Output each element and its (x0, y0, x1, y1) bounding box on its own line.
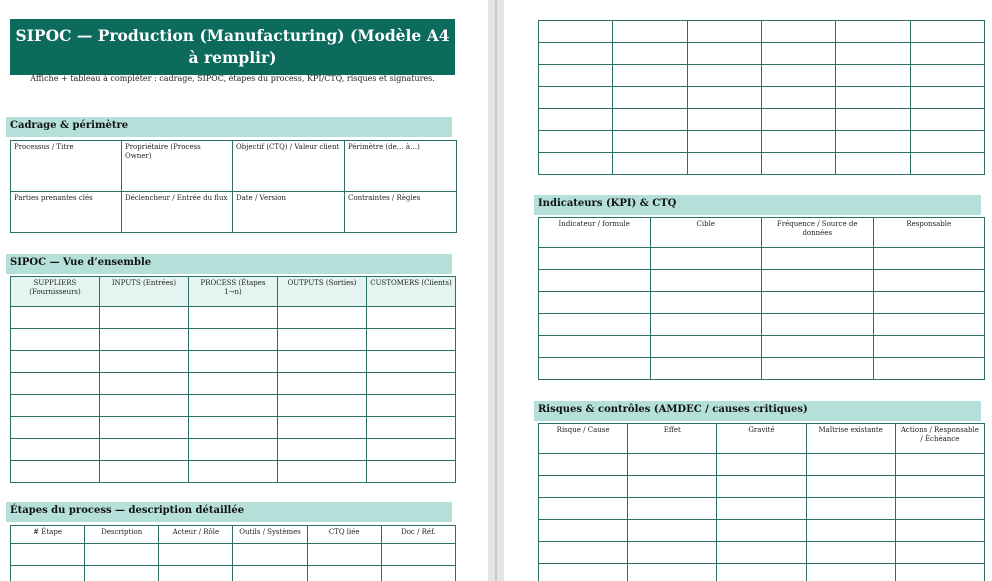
empty-cell[interactable] (307, 566, 381, 581)
risques-row (539, 454, 985, 476)
risques-row (539, 498, 985, 520)
etapes-header-doc: Doc / Réf. (381, 526, 455, 544)
risques-row (539, 476, 985, 498)
empty-cell[interactable] (836, 87, 910, 109)
empty-cell[interactable] (910, 43, 984, 65)
empty-cell[interactable] (539, 564, 628, 581)
empty-cell[interactable] (11, 307, 100, 329)
empty-cell[interactable] (628, 476, 717, 498)
kpi-header-cible: Cible (650, 218, 762, 248)
empty-cell[interactable] (895, 520, 984, 542)
empty-cell[interactable] (687, 43, 761, 65)
empty-cell[interactable] (100, 329, 189, 351)
kpi-row (539, 358, 985, 380)
risques-row (539, 564, 985, 581)
cadrage-cell[interactable]: Parties prenantes clés (11, 192, 122, 233)
empty-cell[interactable] (687, 153, 761, 175)
cadrage-cell[interactable]: Processus / Titre (11, 141, 122, 192)
empty-cell[interactable] (233, 544, 307, 566)
section-heading-sipoc: SIPOC — Vue d’ensemble (6, 254, 452, 274)
empty-cell[interactable] (100, 307, 189, 329)
empty-cell[interactable] (910, 109, 984, 131)
empty-cell[interactable] (159, 566, 233, 581)
empty-cell[interactable] (687, 109, 761, 131)
empty-cell[interactable] (910, 65, 984, 87)
empty-cell[interactable] (628, 564, 717, 581)
empty-cell[interactable] (11, 566, 85, 581)
empty-cell[interactable] (11, 461, 100, 483)
empty-cell[interactable] (873, 292, 985, 314)
empty-cell[interactable] (873, 358, 985, 380)
empty-cell[interactable] (895, 498, 984, 520)
empty-cell[interactable] (650, 270, 762, 292)
empty-cell[interactable] (278, 395, 367, 417)
document-title: SIPOC — Production (Manufacturing) (Modèle A4 à remplir) (10, 19, 455, 75)
kpi-row (539, 248, 985, 270)
empty-cell[interactable] (367, 329, 456, 351)
etapes-row (539, 43, 985, 65)
etapes-row (11, 544, 456, 566)
empty-cell[interactable] (233, 566, 307, 581)
empty-cell[interactable] (717, 498, 806, 520)
empty-cell[interactable] (613, 131, 687, 153)
empty-cell[interactable] (895, 542, 984, 564)
empty-cell[interactable] (100, 395, 189, 417)
sipoc-row (11, 439, 456, 461)
empty-cell[interactable] (189, 307, 278, 329)
cadrage-cell[interactable]: Périmètre (de… à…) (345, 141, 457, 192)
risques-row (539, 542, 985, 564)
empty-cell[interactable] (895, 454, 984, 476)
empty-cell[interactable] (650, 358, 762, 380)
page-gutter (488, 0, 504, 581)
empty-cell[interactable] (367, 461, 456, 483)
empty-cell[interactable] (762, 248, 874, 270)
empty-cell[interactable] (278, 373, 367, 395)
empty-cell[interactable] (762, 292, 874, 314)
empty-cell[interactable] (367, 417, 456, 439)
empty-cell[interactable] (761, 65, 835, 87)
kpi-header-indicateur: Indicateur / formule (539, 218, 651, 248)
empty-cell[interactable] (278, 307, 367, 329)
empty-cell[interactable] (189, 461, 278, 483)
etapes-header-outils: Outils / Systèmes (233, 526, 307, 544)
empty-cell[interactable] (189, 395, 278, 417)
empty-cell[interactable] (910, 21, 984, 43)
empty-cell[interactable] (687, 87, 761, 109)
empty-cell[interactable] (687, 65, 761, 87)
empty-cell[interactable] (873, 336, 985, 358)
empty-cell[interactable] (806, 454, 895, 476)
sipoc-row (11, 351, 456, 373)
empty-cell[interactable] (539, 43, 613, 65)
section-heading-risques: Risques & contrôles (AMDEC / causes critiques) (534, 401, 981, 421)
empty-cell[interactable] (836, 65, 910, 87)
empty-cell[interactable] (539, 336, 651, 358)
kpi-table (538, 217, 985, 380)
risques-header-effet: Effet (628, 424, 717, 454)
empty-cell[interactable] (367, 395, 456, 417)
empty-cell[interactable] (806, 542, 895, 564)
empty-cell[interactable] (189, 439, 278, 461)
empty-cell[interactable] (539, 476, 628, 498)
sipoc-header-inputs: INPUTS (Entrées) (100, 277, 189, 307)
risques-header-maitrise: Maîtrise existante (806, 424, 895, 454)
document-page-left (0, 0, 488, 581)
sipoc-table (10, 276, 456, 483)
section-heading-etapes: Étapes du process — description détaillée (6, 502, 452, 522)
empty-cell[interactable] (910, 87, 984, 109)
empty-cell[interactable] (278, 417, 367, 439)
section-heading-cadrage: Cadrage & périmètre (6, 117, 452, 137)
empty-cell[interactable] (613, 109, 687, 131)
risques-header-actions: Actions / Responsable / Échéance (895, 424, 984, 454)
empty-cell[interactable] (100, 373, 189, 395)
empty-cell[interactable] (806, 476, 895, 498)
etapes-row (539, 131, 985, 153)
empty-cell[interactable] (539, 542, 628, 564)
etapes-row (539, 21, 985, 43)
empty-cell[interactable] (873, 314, 985, 336)
empty-cell[interactable] (367, 307, 456, 329)
cadrage-table (10, 140, 457, 233)
section-heading-kpi: Indicateurs (KPI) & CTQ (534, 195, 981, 215)
empty-cell[interactable] (539, 520, 628, 542)
sipoc-row (11, 461, 456, 483)
etapes-row (539, 65, 985, 87)
empty-cell[interactable] (539, 21, 613, 43)
empty-cell[interactable] (613, 65, 687, 87)
empty-cell[interactable] (806, 498, 895, 520)
etapes-table (10, 525, 456, 581)
empty-cell[interactable] (836, 153, 910, 175)
empty-cell[interactable] (539, 292, 651, 314)
empty-cell[interactable] (717, 476, 806, 498)
empty-cell[interactable] (895, 564, 984, 581)
risques-header-gravite: Gravité (717, 424, 806, 454)
etapes-row (539, 87, 985, 109)
empty-cell[interactable] (613, 153, 687, 175)
empty-cell[interactable] (159, 544, 233, 566)
empty-cell[interactable] (278, 329, 367, 351)
empty-cell[interactable] (100, 461, 189, 483)
sipoc-header-suppliers: SUPPLIERS (Fournisseurs) (11, 277, 100, 307)
etapes-header-acteur: Acteur / Rôle (159, 526, 233, 544)
empty-cell[interactable] (806, 564, 895, 581)
kpi-header-responsable: Responsable (873, 218, 985, 248)
sipoc-header-outputs: OUTPUTS (Sorties) (278, 277, 367, 307)
empty-cell[interactable] (628, 498, 717, 520)
document-page-right (504, 0, 992, 581)
empty-cell[interactable] (539, 358, 651, 380)
empty-cell[interactable] (539, 454, 628, 476)
empty-cell[interactable] (11, 373, 100, 395)
empty-cell[interactable] (278, 351, 367, 373)
empty-cell[interactable] (650, 336, 762, 358)
empty-cell[interactable] (539, 109, 613, 131)
empty-cell[interactable] (613, 21, 687, 43)
empty-cell[interactable] (836, 109, 910, 131)
empty-cell[interactable] (189, 417, 278, 439)
empty-cell[interactable] (806, 520, 895, 542)
etapes-header-ctq: CTQ liée (307, 526, 381, 544)
cadrage-cell[interactable]: Objectif (CTQ) / Valeur client (233, 141, 345, 192)
cadrage-cell[interactable]: Propriétaire (Process Owner) (122, 141, 233, 192)
etapes-row (539, 153, 985, 175)
empty-cell[interactable] (539, 87, 613, 109)
empty-cell[interactable] (761, 131, 835, 153)
empty-cell[interactable] (539, 65, 613, 87)
empty-cell[interactable] (762, 314, 874, 336)
empty-cell[interactable] (367, 351, 456, 373)
empty-cell[interactable] (100, 439, 189, 461)
empty-cell[interactable] (11, 544, 85, 566)
sipoc-row (11, 395, 456, 417)
empty-cell[interactable] (307, 544, 381, 566)
empty-cell[interactable] (11, 417, 100, 439)
empty-cell[interactable] (717, 520, 806, 542)
risques-table (538, 423, 985, 581)
empty-cell[interactable] (189, 329, 278, 351)
sipoc-row (11, 373, 456, 395)
etapes-row (539, 109, 985, 131)
sipoc-row (11, 417, 456, 439)
sipoc-row (11, 307, 456, 329)
risques-header-risque: Risque / Cause (539, 424, 628, 454)
empty-cell[interactable] (687, 21, 761, 43)
empty-cell[interactable] (910, 131, 984, 153)
empty-cell[interactable] (539, 131, 613, 153)
empty-cell[interactable] (278, 439, 367, 461)
empty-cell[interactable] (761, 109, 835, 131)
empty-cell[interactable] (628, 542, 717, 564)
empty-cell[interactable] (650, 292, 762, 314)
empty-cell[interactable] (717, 454, 806, 476)
empty-cell[interactable] (762, 336, 874, 358)
sipoc-row (11, 329, 456, 351)
empty-cell[interactable] (613, 43, 687, 65)
sipoc-header-process: PROCESS (Étapes 1→n) (189, 277, 278, 307)
empty-cell[interactable] (873, 248, 985, 270)
empty-cell[interactable] (910, 153, 984, 175)
kpi-row (539, 314, 985, 336)
etapes-continuation-table (538, 20, 985, 175)
empty-cell[interactable] (11, 439, 100, 461)
empty-cell[interactable] (761, 153, 835, 175)
empty-cell[interactable] (100, 417, 189, 439)
kpi-row (539, 270, 985, 292)
empty-cell[interactable] (717, 564, 806, 581)
kpi-header-frequence: Fréquence / Source de données (762, 218, 874, 248)
empty-cell[interactable] (836, 21, 910, 43)
risques-row (539, 520, 985, 542)
etapes-header-description: Description (85, 526, 159, 544)
empty-cell[interactable] (539, 314, 651, 336)
empty-cell[interactable] (278, 461, 367, 483)
empty-cell[interactable] (836, 131, 910, 153)
empty-cell[interactable] (85, 544, 159, 566)
empty-cell[interactable] (761, 43, 835, 65)
empty-cell[interactable] (539, 153, 613, 175)
empty-cell[interactable] (539, 498, 628, 520)
kpi-row (539, 292, 985, 314)
empty-cell[interactable] (650, 314, 762, 336)
empty-cell[interactable] (687, 131, 761, 153)
empty-cell[interactable] (873, 270, 985, 292)
empty-cell[interactable] (11, 395, 100, 417)
empty-cell[interactable] (650, 248, 762, 270)
empty-cell[interactable] (367, 373, 456, 395)
kpi-row (539, 336, 985, 358)
empty-cell[interactable] (895, 476, 984, 498)
empty-cell[interactable] (367, 439, 456, 461)
empty-cell[interactable] (613, 87, 687, 109)
empty-cell[interactable] (539, 248, 651, 270)
empty-cell[interactable] (189, 373, 278, 395)
empty-cell[interactable] (189, 351, 278, 373)
empty-cell[interactable] (762, 270, 874, 292)
cadrage-cell[interactable]: Date / Version (233, 192, 345, 233)
empty-cell[interactable] (85, 566, 159, 581)
empty-cell[interactable] (761, 21, 835, 43)
empty-cell[interactable] (11, 329, 100, 351)
empty-cell[interactable] (539, 270, 651, 292)
document-subtitle: Affiche + tableau à compléter : cadrage, SIPOC, étapes du process, KPI/CTQ, risques et signatures. (30, 74, 435, 83)
empty-cell[interactable] (100, 351, 189, 373)
cadrage-cell[interactable]: Déclencheur / Entrée du flux (122, 192, 233, 233)
empty-cell[interactable] (381, 566, 455, 581)
empty-cell[interactable] (628, 520, 717, 542)
etapes-header-num: # Étape (11, 526, 85, 544)
etapes-row (11, 566, 456, 581)
empty-cell[interactable] (381, 544, 455, 566)
empty-cell[interactable] (836, 43, 910, 65)
empty-cell[interactable] (761, 87, 835, 109)
cadrage-cell[interactable]: Contraintes / Règles (345, 192, 457, 233)
empty-cell[interactable] (11, 351, 100, 373)
empty-cell[interactable] (628, 454, 717, 476)
sipoc-header-customers: CUSTOMERS (Clients) (367, 277, 456, 307)
empty-cell[interactable] (762, 358, 874, 380)
empty-cell[interactable] (717, 542, 806, 564)
